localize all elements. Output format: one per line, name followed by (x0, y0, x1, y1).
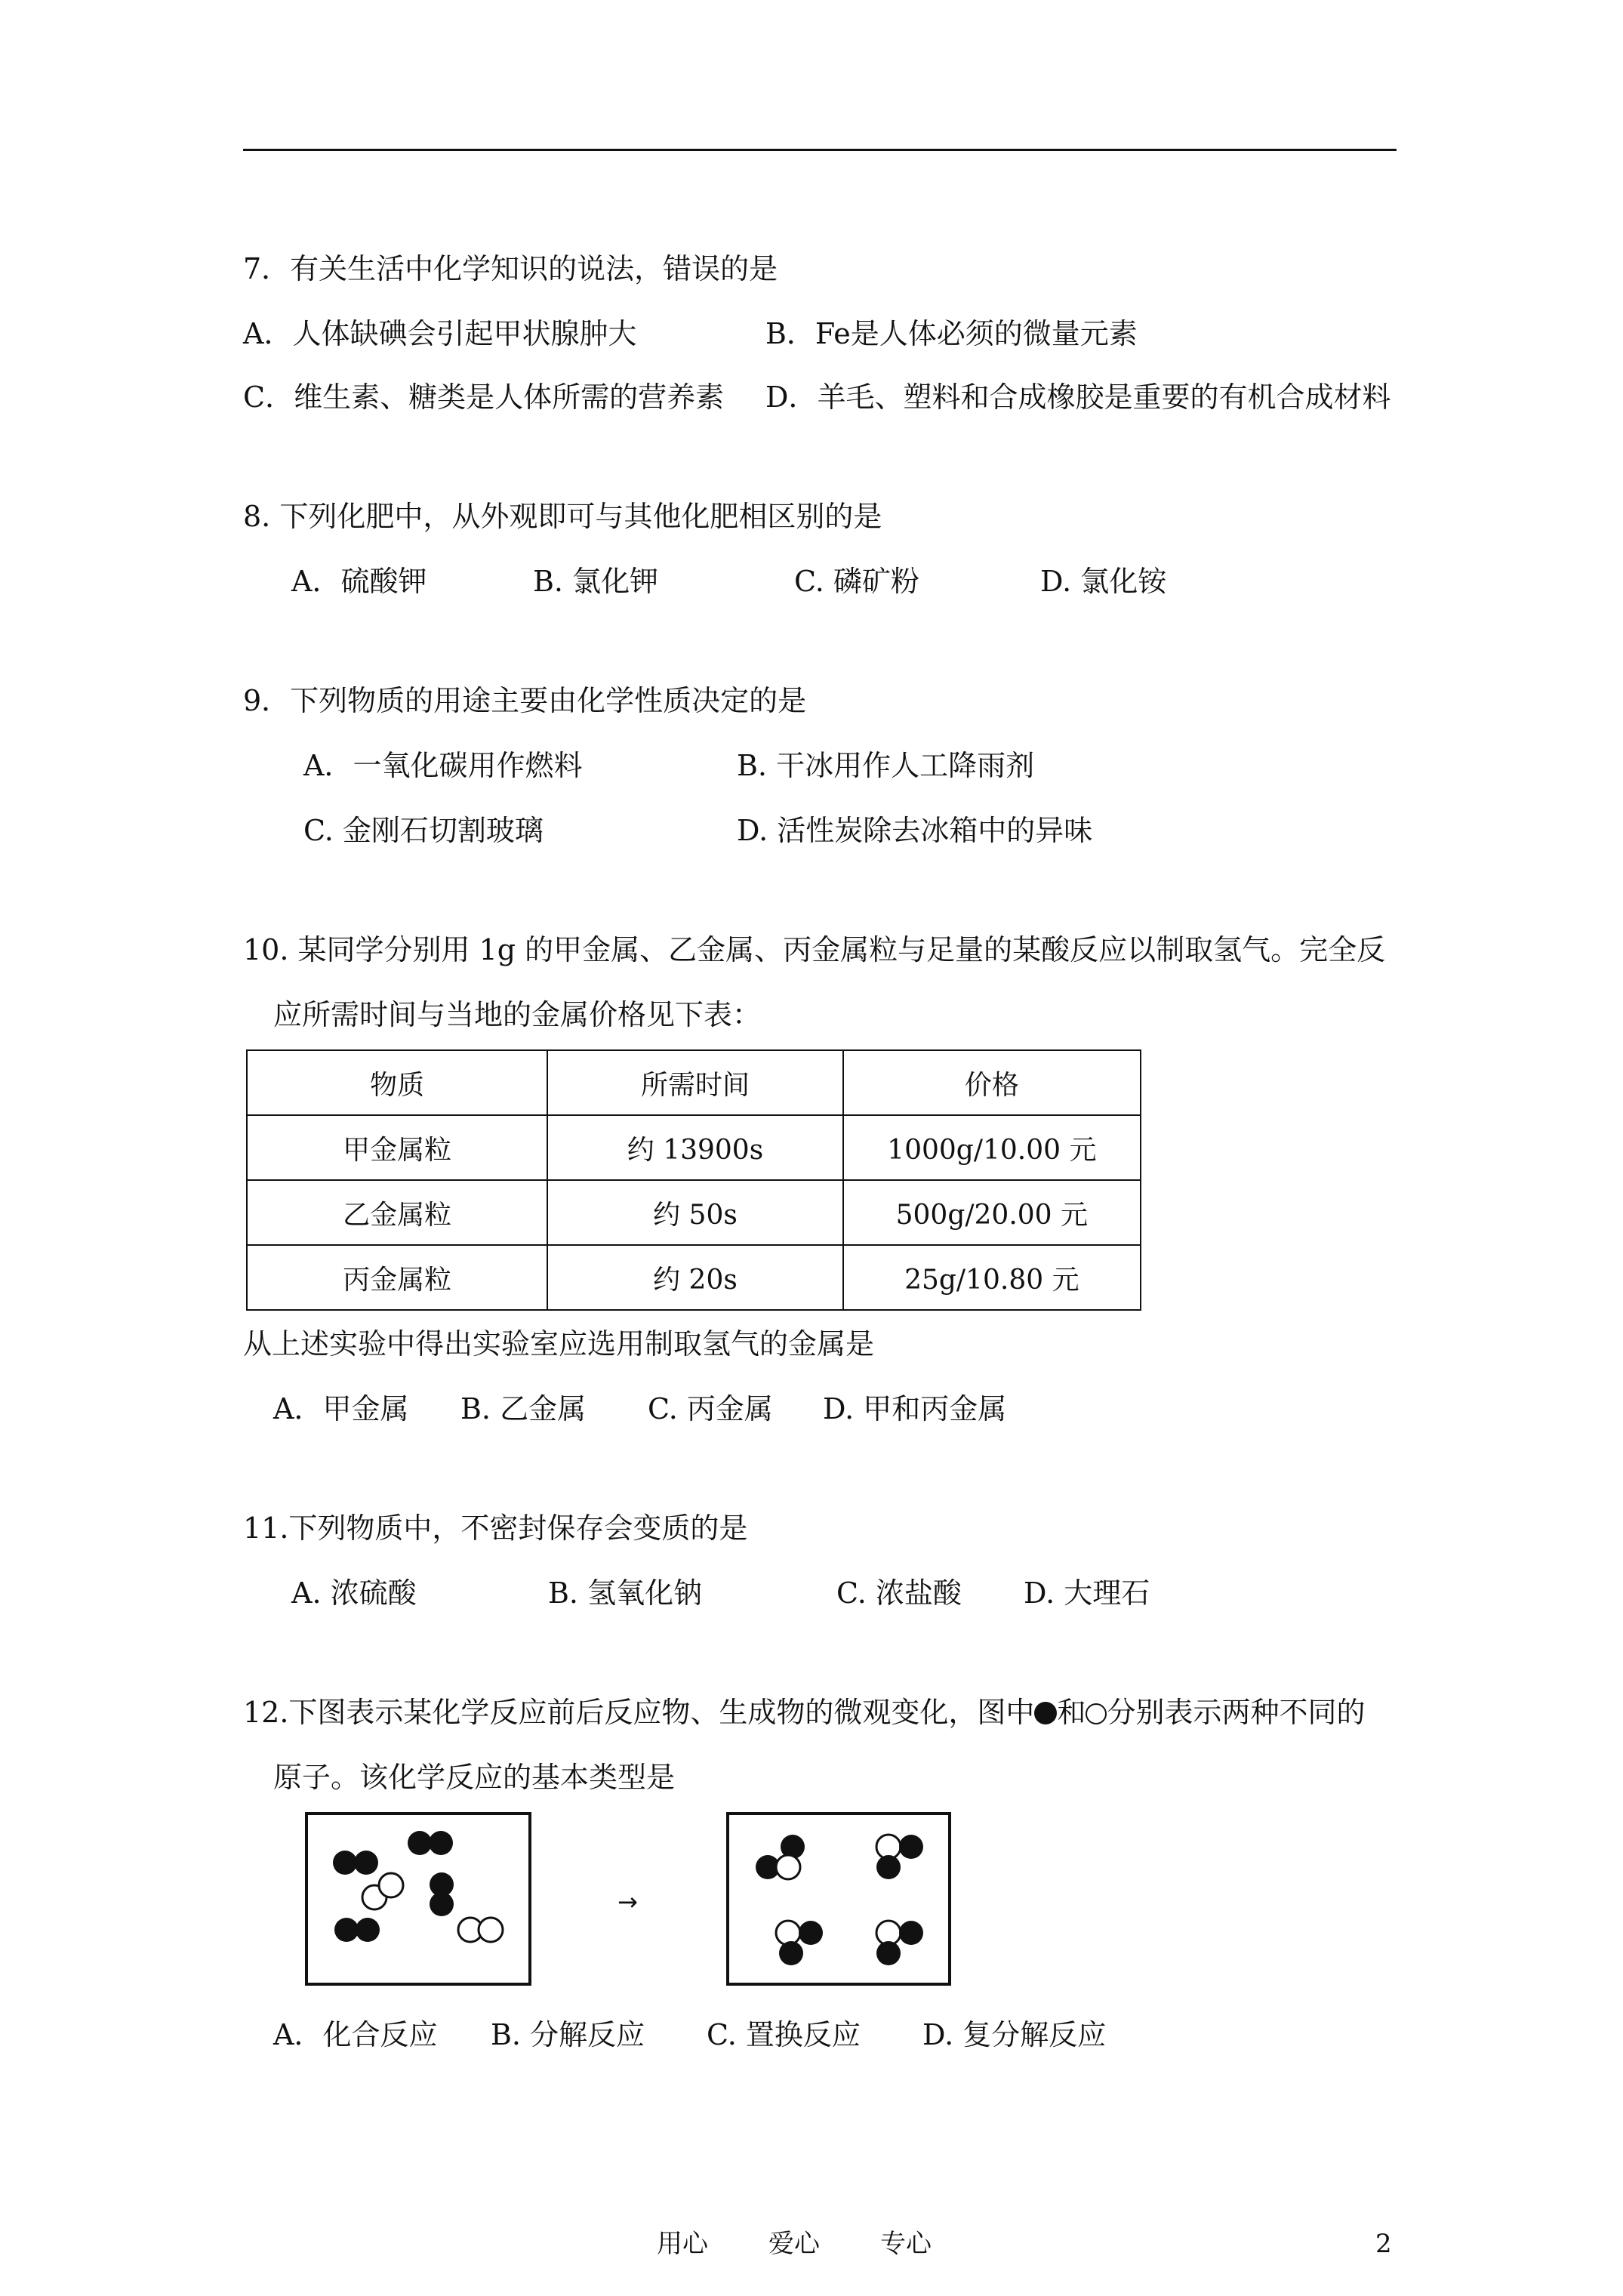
table-header-cell: 物质 (247, 1050, 547, 1115)
black-atom (899, 1921, 923, 1945)
black-atom (876, 1941, 901, 1965)
table-cell: 500g/20.00 元 (843, 1180, 1141, 1245)
question-9-stem: 9．下列物质的用途主要由化学性质决定的是 (243, 684, 807, 717)
footer-left: 用心 (657, 2229, 708, 2259)
question-10-stem-line1: 10. 某同学分别用 1g 的甲金属、乙金属、丙金属粒与足量的某酸反应以制取氢气。完全反 (243, 933, 1386, 966)
question-11-stem: 11.下列物质中，不密封保存会变质的是 (243, 1512, 748, 1545)
question-8-option-d: D. 氯化铵 (1040, 565, 1167, 598)
footer-middle: 爱心 (768, 2229, 820, 2259)
question-9-option-c: C. 金刚石切割玻璃 (303, 814, 544, 847)
product-molecules (756, 1835, 923, 1965)
question-10-option-d: D. 甲和丙金属 (823, 1392, 1007, 1425)
question-9-option-a: A．一氧化碳用作燃料 (303, 749, 583, 782)
white-atom (379, 1873, 403, 1897)
white-atom (776, 1855, 800, 1879)
question-12-stem-line2: 原子。该化学反应的基本类型是 (273, 1761, 676, 1794)
table-cell: 约 20s (547, 1245, 842, 1310)
table-cell: 约 13900s (547, 1115, 842, 1180)
black-atom (408, 1831, 432, 1855)
black-atom (354, 1851, 378, 1875)
question-7-option-a: A．人体缺碘会引起甲状腺肿大 (243, 317, 637, 350)
question-12-stem-mid: 和 (1057, 1696, 1086, 1729)
black-atom (334, 1918, 359, 1942)
page-number: 2 (1375, 2229, 1392, 2259)
question-7-option-d: D．羊毛、塑料和合成橡胶是重要的有机合成材料 (765, 381, 1391, 414)
question-8-option-b: B. 氯化钾 (533, 565, 659, 598)
black-atom (333, 1851, 357, 1875)
reaction-arrow: → (617, 1888, 638, 1916)
black-atom (799, 1921, 823, 1945)
question-12-option-c: C. 置换反应 (707, 2018, 861, 2051)
question-11-option-a: A. 浓硫酸 (291, 1576, 417, 1610)
question-7-option-b: B．Fe是人体必须的微量元素 (765, 317, 1138, 350)
table-cell: 丙金属粒 (247, 1245, 547, 1310)
question-12-option-b: B. 分解反应 (491, 2018, 645, 2051)
table-cell: 乙金属粒 (247, 1180, 547, 1245)
question-12-stem-after: 分别表示两种不同的 (1107, 1696, 1366, 1729)
question-12-option-d: D. 复分解反应 (922, 2018, 1107, 2051)
black-atom (356, 1918, 380, 1942)
question-10-follow-up: 从上述实验中得出实验室应选用制取氢气的金属是 (243, 1327, 875, 1361)
reactant-molecules (333, 1831, 503, 1942)
question-8-option-a: A．硫酸钾 (291, 565, 427, 598)
table-cell: 1000g/10.00 元 (843, 1115, 1141, 1180)
white-atom (776, 1921, 800, 1945)
black-atom (779, 1941, 803, 1965)
black-atom (876, 1855, 901, 1879)
black-atom (429, 1831, 453, 1855)
question-10-option-b: B. 乙金属 (460, 1392, 587, 1425)
question-9-option-b: B. 干冰用作人工降雨剂 (737, 749, 1035, 782)
question-12-stem-before: 12.下图表示某化学反应前后反应物、生成物的微观变化，图中 (243, 1696, 1035, 1729)
question-11-option-c: C. 浓盐酸 (836, 1576, 962, 1610)
table-cell: 甲金属粒 (247, 1115, 547, 1180)
question-10-stem-line2: 应所需时间与当地的金属价格见下表： (273, 998, 762, 1031)
question-10-option-c: C. 丙金属 (648, 1392, 773, 1425)
question-12-option-a: A．化合反应 (273, 2018, 438, 2051)
question-8-stem: 8. 下列化肥中，从外观即可与其他化肥相区别的是 (243, 500, 882, 533)
question-9-option-d: D. 活性炭除去冰箱中的异味 (737, 814, 1093, 847)
question-10-option-a: A．甲金属 (273, 1392, 409, 1425)
black-atom (430, 1892, 454, 1916)
question-11-option-b: B. 氢氧化钠 (548, 1576, 703, 1610)
white-atom (479, 1918, 503, 1942)
table-cell: 约 50s (547, 1180, 842, 1245)
table-header-cell: 价格 (843, 1050, 1141, 1115)
black-atom (899, 1835, 923, 1859)
question-7-stem: 7．有关生活中化学知识的说法，错误的是 (243, 252, 778, 285)
footer-right: 专心 (880, 2229, 932, 2259)
table-header-cell: 所需时间 (547, 1050, 842, 1115)
question-11-option-d: D. 大理石 (1024, 1576, 1150, 1610)
table-cell: 25g/10.80 元 (843, 1245, 1141, 1310)
question-7-option-c: C．维生素、糖类是人体所需的营养素 (243, 381, 725, 414)
question-8-option-c: C. 磷矿粉 (794, 565, 919, 598)
